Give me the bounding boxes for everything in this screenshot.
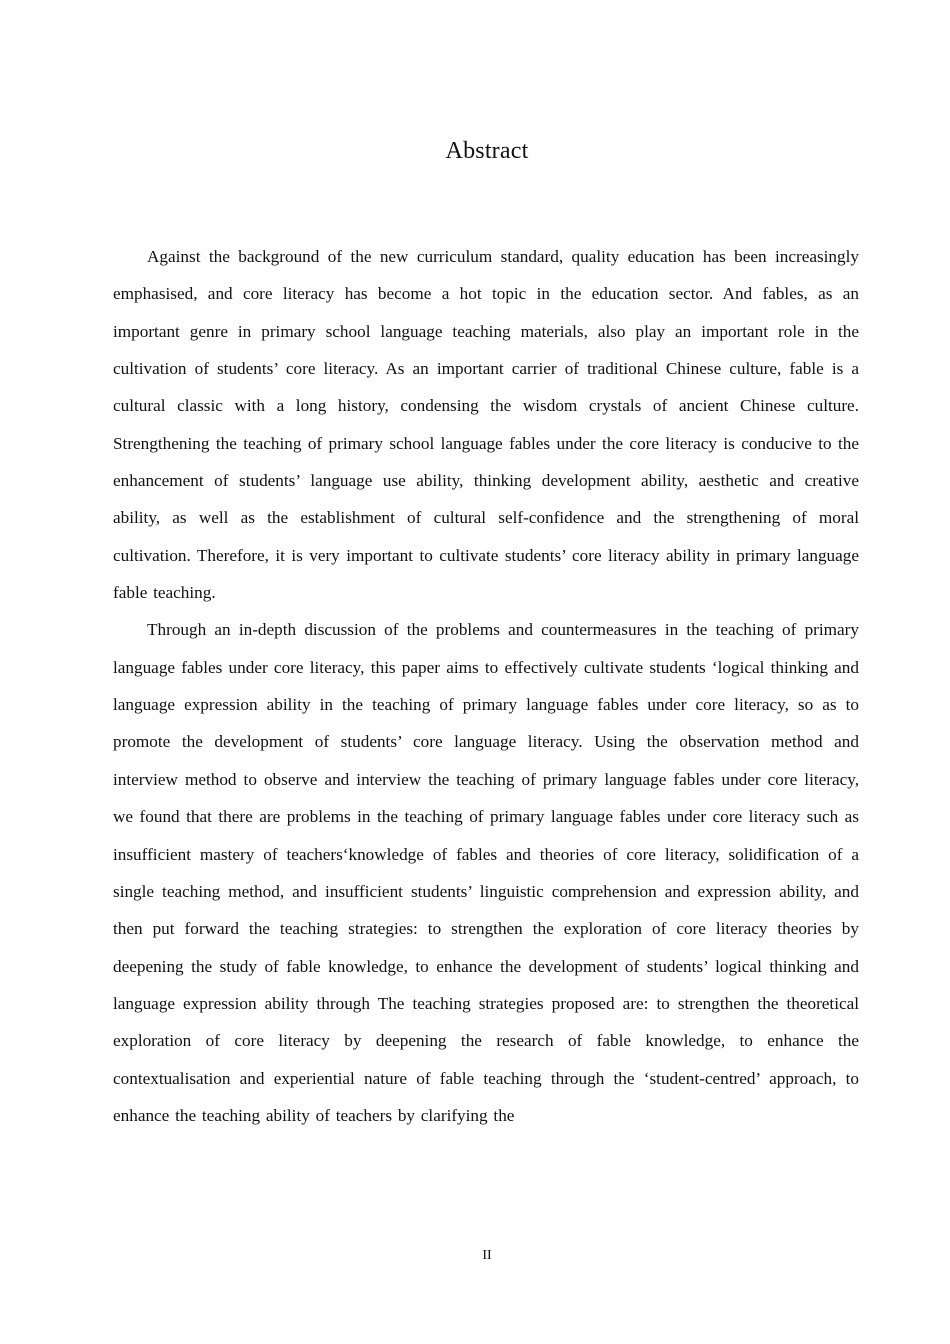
- page-number: II: [482, 1248, 492, 1263]
- page-title: Abstract: [445, 138, 529, 165]
- abstract-body: [113, 238, 859, 1134]
- abstract-paragraph-2: Through an in-depth discussion of the problems and countermeasures in the teaching of primary language fables under core literacy, this paper aims to effectively cultivate students ‘logical thinking and language expression ability in the teaching of primary language fables under core literacy, so as to promote the development of students’ core language literacy. Using the observation method and interview method to observe and interview the teaching of primary language fables under core literacy, we found that there are problems in the teaching of primary language fables under core literacy such as insufficient mastery of teachers‘knowledge of fables and theories of core literacy, solidification of a single teaching method, and insufficient students’ linguistic comprehension and expression ability, and then put forward the teaching strategies: to strengthen the exploration of core literacy theories by deepening the study of fable knowledge, to enhance the development of students’ logical thinking and language expression ability through The teaching strategies proposed are: to strengthen the theoretical exploration of core literacy by deepening the research of fable knowledge, to enhance the contextualisation and experiential nature of fable teaching through the ‘student-centred’ approach, to enhance the teaching ability of teachers by clarifying the: [113, 620, 859, 1125]
- abstract-paragraph-1: Against the background of the new curriculum standard, quality education has been increasingly emphasised, and core literacy has become a hot topic in the education sector. And fables, as an important genre in primary school language teaching materials, also play an important role in the cultivation of students’ core literacy. As an important carrier of traditional Chinese culture, fable is a cultural classic with a long history, condensing the wisdom crystals of ancient Chinese culture. Strengthening the teaching of primary school language fables under the core literacy is conducive to the enhancement of students’ language use ability, thinking development ability, aesthetic and creative ability, as well as the establishment of cultural self-confidence and the strengthening of moral cultivation. Therefore, it is very important to cultivate students’ core literacy ability in primary language fable teaching.: [113, 247, 859, 603]
